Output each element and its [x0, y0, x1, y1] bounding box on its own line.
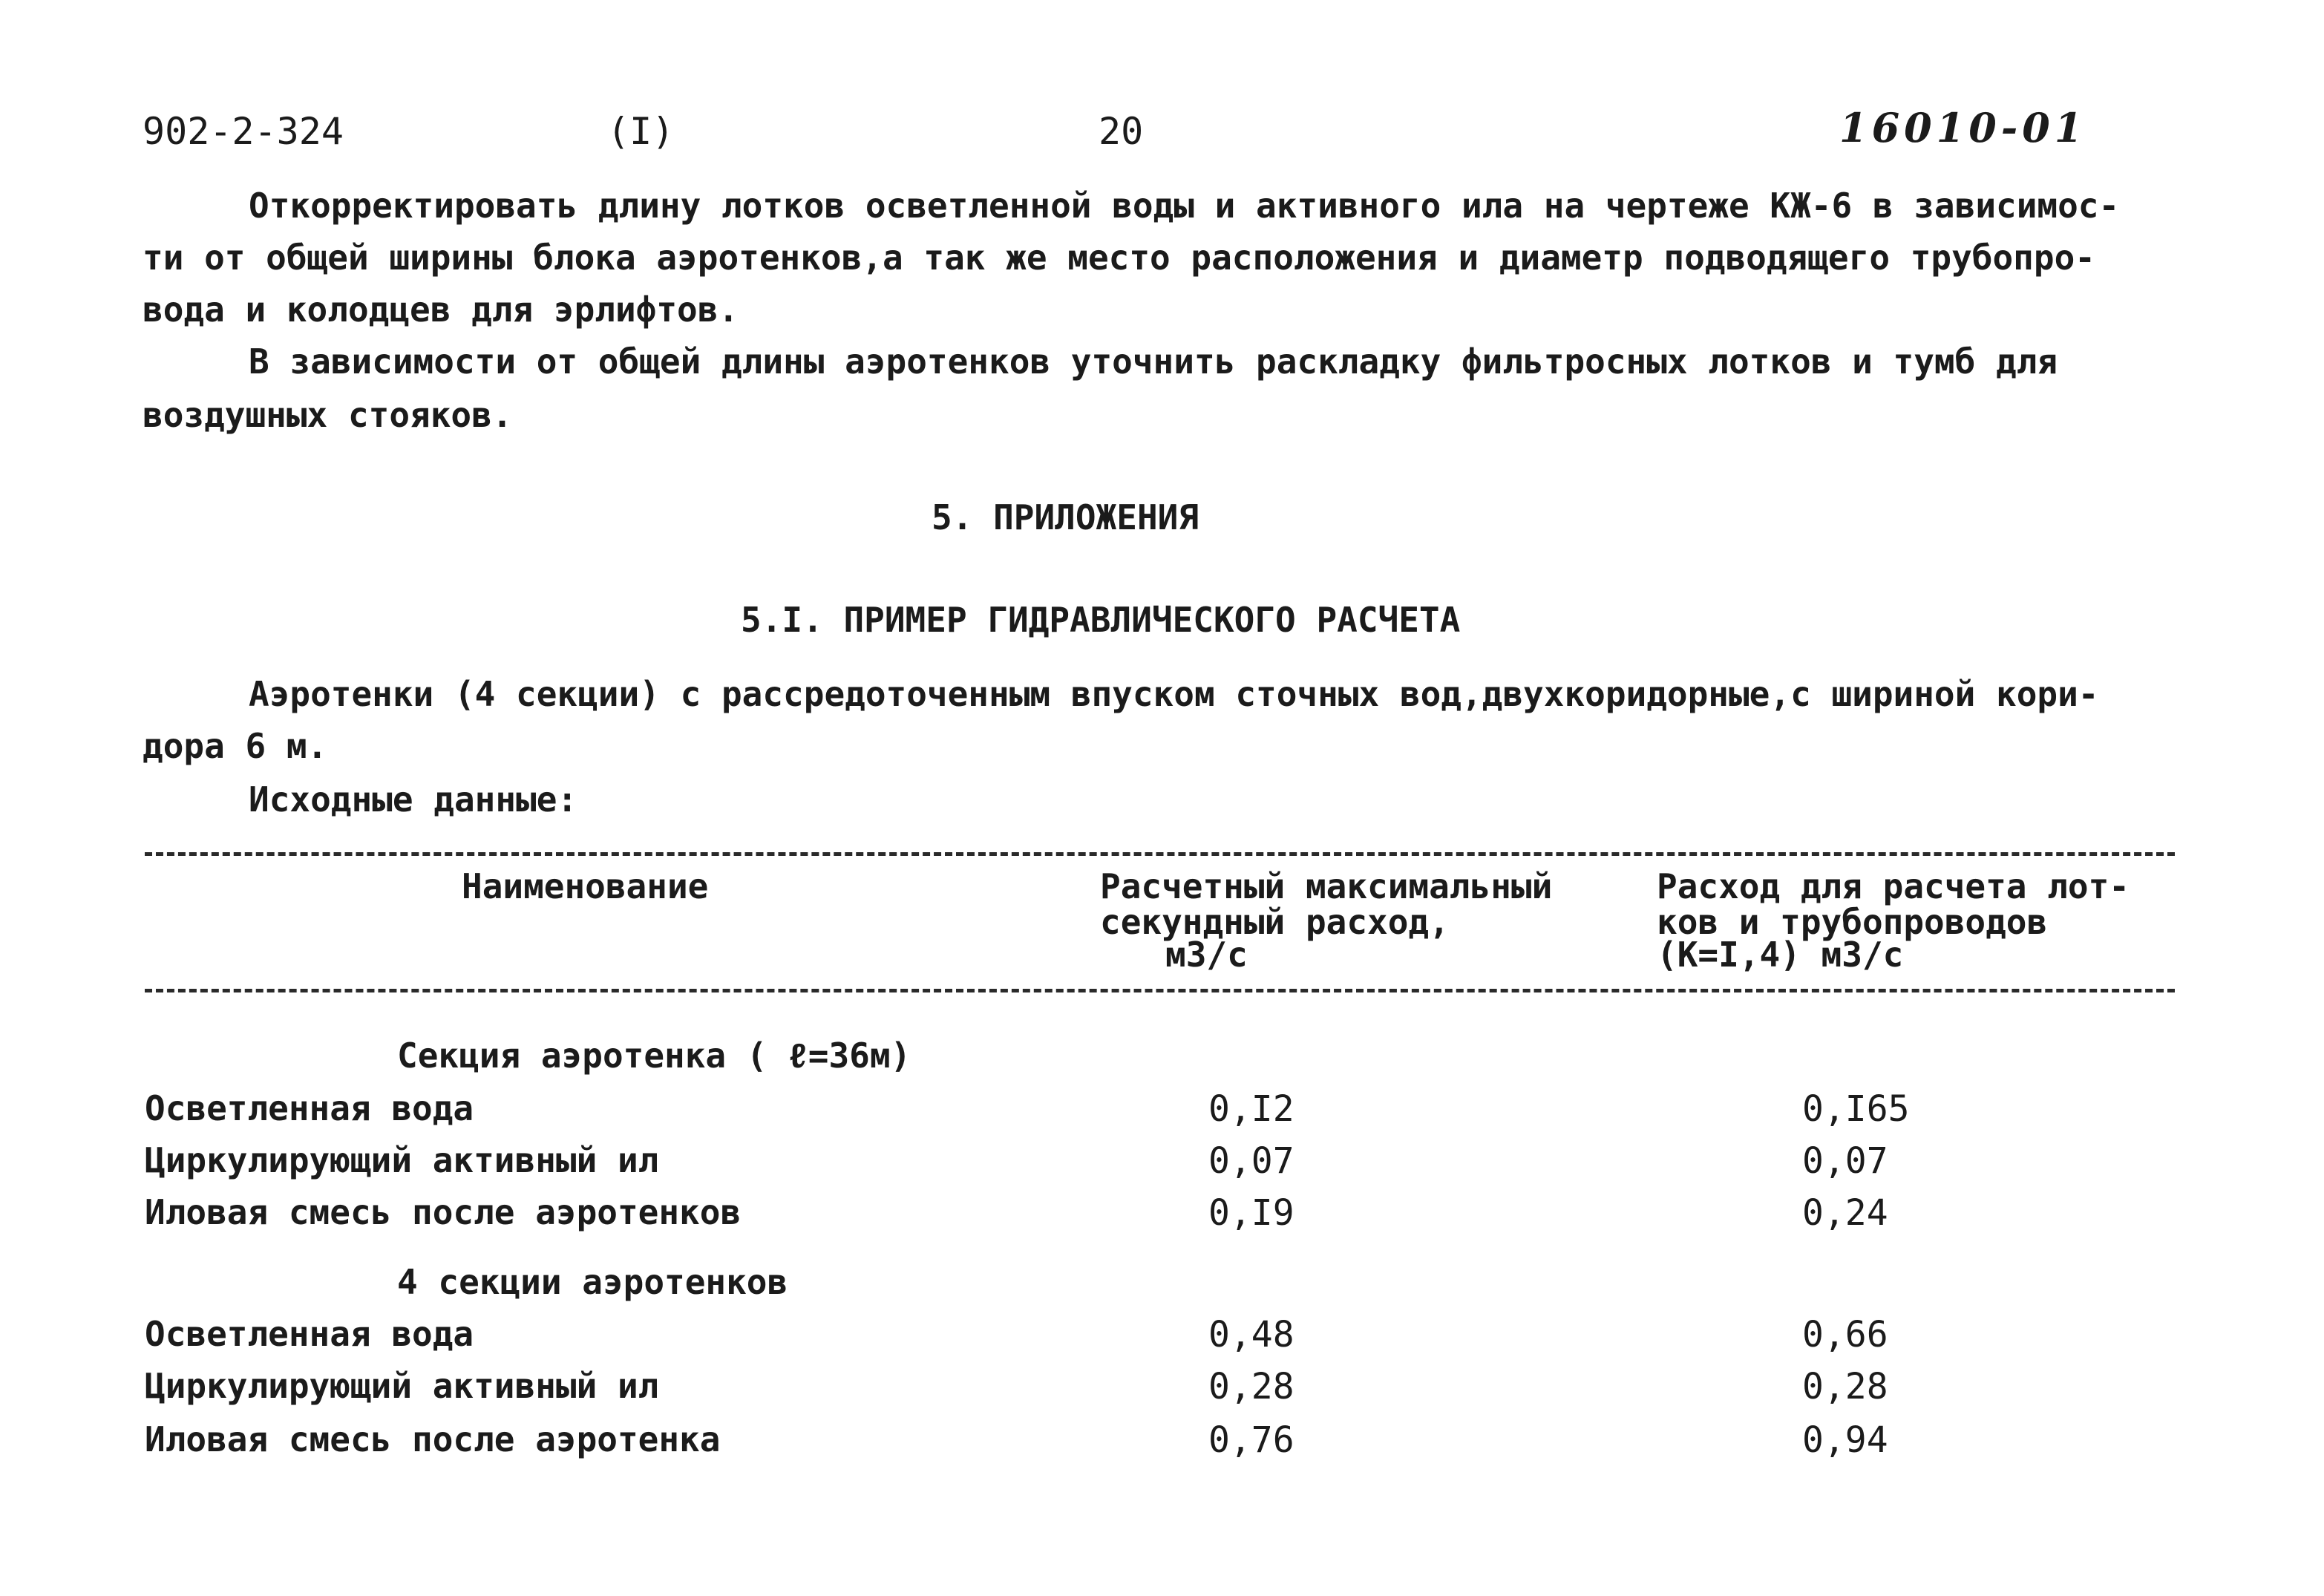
- column-header-name: Наименование: [462, 866, 709, 906]
- table-cell-design-flow: 0,24: [1802, 1192, 1888, 1234]
- table-cell-design-flow: 0,I65: [1802, 1088, 1910, 1130]
- table-row-label: Иловая смесь после аэротенка: [145, 1419, 721, 1459]
- page-number: 20: [1099, 110, 1144, 153]
- table-cell-design-flow: 0,94: [1802, 1419, 1888, 1461]
- column-header-max-flow-line-2: секундный расход,: [1100, 902, 1450, 942]
- part-number: (I): [607, 110, 675, 153]
- table-cell-max-flow: 0,28: [1208, 1366, 1294, 1407]
- paragraph-1-line-1: Откорректировать длину лотков осветленной воды и активного ила на чертеже КЖ-6 в зависимос-: [249, 186, 2120, 226]
- group-heading-four-sections: 4 секции аэротенков: [397, 1262, 788, 1302]
- table-row-label: Осветленная вода: [145, 1314, 474, 1354]
- example-line-1: Аэротенки (4 секции) с рассредоточенным впуском сточных вод,двухкоридорные,с шириной кори-: [249, 674, 2099, 714]
- paragraph-2-line-1: В зависимости от общей длины аэротенков уточнить раскладку фильтросных лотков и тумб для: [249, 341, 2058, 382]
- table-top-rule: [145, 852, 2175, 856]
- column-header-max-flow-line-3: м3/с: [1165, 935, 1248, 975]
- column-header-design-flow-line-1: Расход для расчета лот-: [1657, 866, 2130, 906]
- table-row-label: Циркулирующий активный ил: [145, 1140, 659, 1180]
- table-cell-design-flow: 0,07: [1802, 1140, 1888, 1182]
- example-line-2: дора 6 м.: [143, 726, 328, 766]
- section-title: 5. ПРИЛОЖЕНИЯ: [932, 497, 1199, 537]
- table-row-label: Иловая смесь после аэротенков: [145, 1192, 742, 1232]
- paragraph-1-line-2: ти от общей ширины блока аэротенков,а так же место расположения и диаметр подводящего трубопро-: [143, 238, 2095, 278]
- table-cell-max-flow: 0,07: [1208, 1140, 1294, 1182]
- table-cell-max-flow: 0,48: [1208, 1314, 1294, 1355]
- table-cell-max-flow: 0,I2: [1208, 1088, 1294, 1130]
- paragraph-1-line-3: вода и колодцев для эрлифтов.: [143, 290, 739, 330]
- section-subtitle: 5.I. ПРИМЕР ГИДРАВЛИЧЕСКОГО РАСЧЕТА: [741, 600, 1461, 640]
- column-header-design-flow-line-3: (К=I,4) м3/с: [1657, 935, 1904, 975]
- table-row-label: Осветленная вода: [145, 1088, 474, 1128]
- table-header-rule: [145, 989, 2175, 992]
- column-header-max-flow-line-1: Расчетный максимальный: [1100, 866, 1553, 906]
- paragraph-2-line-2: воздушных стояков.: [143, 395, 513, 435]
- table-row-label: Циркулирующий активный ил: [145, 1366, 659, 1406]
- group-heading-section: Секция аэротенка ( ℓ=36м): [397, 1036, 911, 1076]
- table-cell-max-flow: 0,I9: [1208, 1192, 1294, 1234]
- column-header-design-flow-line-2: ков и трубопроводов: [1657, 902, 2048, 942]
- document-code: 902-2-324: [143, 110, 344, 153]
- table-cell-design-flow: 0,28: [1802, 1366, 1888, 1407]
- input-data-label: Исходные данные:: [249, 779, 578, 820]
- table-cell-max-flow: 0,76: [1208, 1419, 1294, 1461]
- handwritten-stamp-number: 16010-01: [1839, 104, 2087, 151]
- table-cell-design-flow: 0,66: [1802, 1314, 1888, 1355]
